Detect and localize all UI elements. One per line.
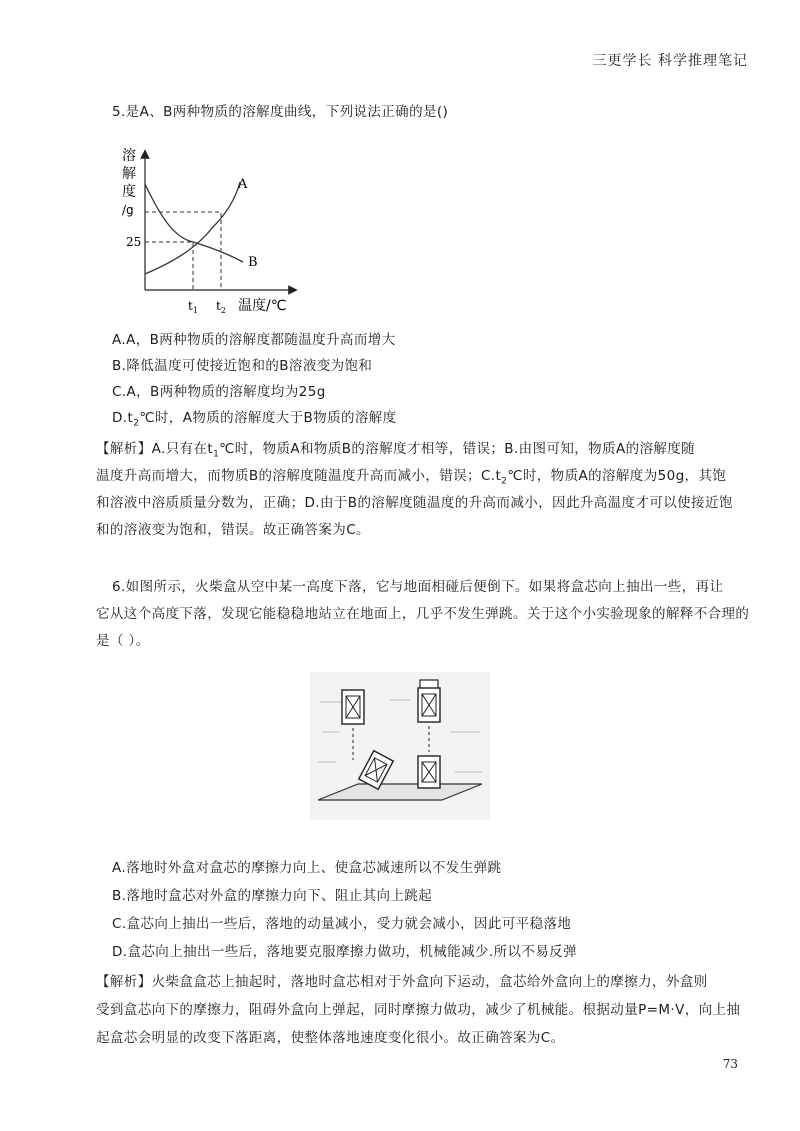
q6-stem-line-2: 它从这个高度下落，发现它能稳稳地站立在地面上，几乎不发生弹跳。关于这个小实验现象的解释不合理的	[96, 606, 750, 622]
series-a-label: A	[238, 177, 248, 192]
x-tick-t2: $t_2$	[216, 299, 226, 315]
page-number: 73	[722, 1057, 738, 1071]
q5-option-d: $D.t_2℃$时，A物质的溶解度大于B物质的溶解度	[112, 410, 397, 429]
q6-option-b: B.落地时盒芯对外盒的摩擦力向下、阻止其向上跳起	[112, 888, 433, 904]
x-tick-t1: $t_1$	[188, 299, 198, 315]
matchbox-figure	[310, 672, 490, 820]
matchbox-right-top-icon	[418, 680, 440, 722]
q5-analysis-line-2: 温度升高而增大，而物质B的溶解度随温度升高而减小，错误；$C.t_2℃$时，物质A的溶解度为50g，其饱	[96, 468, 727, 487]
q6-option-d: D.盒芯向上抽出一些后，落地要克服摩擦力做功，机械能减少.所以不易反弹	[112, 944, 577, 960]
q6-analysis-line-2: 受到盒芯向下的摩擦力，阻碍外盒向上弹起，同时摩擦力做功，减少了机械能。根据动量P=M·V，向上抽	[96, 1002, 741, 1018]
q6-option-c: C.盒芯向上抽出一些后，落地的动量减小，受力就会减小，因此可平稳落地	[112, 916, 572, 932]
q6-analysis-line-3: 起盒芯会明显的改变下落距离，使整体落地速度变化很小。故正确答案为C。	[96, 1030, 565, 1046]
matchbox-right-landed-icon	[418, 756, 440, 788]
y-axis-label-2: 解	[122, 166, 136, 182]
guide-t2	[145, 212, 221, 290]
y-axis-label-1: 溶	[122, 148, 136, 164]
series-b-label: B	[248, 255, 258, 270]
q6-stem-line-1: 6.如图所示，火柴盒从空中某一高度下落，它与地面相碰后便倒下。如果将盒芯向上抽出一些，再让	[112, 579, 724, 595]
q5-analysis-line-4: 和的溶液变为饱和，错误。故正确答案为C。	[96, 522, 370, 538]
page-header-title: 三更学长 科学推理笔记	[592, 53, 748, 69]
q5-analysis-line-3: 和溶液中溶质质量分数为，正确；D.由于B的溶解度随温度的升高而减小，因此升高温度才可以使接近饱	[96, 495, 733, 511]
q6-stem-line-3: 是（ ）。	[96, 633, 150, 649]
x-axis-label: 温度/℃	[238, 298, 287, 314]
q6-option-a: A.落地时外盒对盒芯的摩擦力向上、使盒芯减速所以不发生弹跳	[112, 860, 502, 876]
q5-stem: 5.是A、B两种物质的溶解度曲线，下列说法正确的是()	[112, 104, 449, 120]
series-b-curve	[145, 184, 243, 262]
q5-option-c: C.A，B两种物质的溶解度均为25g	[112, 384, 326, 400]
y-tick-25: 25	[126, 235, 142, 249]
solubility-chart	[118, 142, 318, 322]
y-axis-label-3: 度	[122, 184, 136, 200]
y-axis-label-4: /g	[122, 203, 134, 217]
q5-option-a: A.A，B两种物质的溶解度都随温度升高而增大	[112, 332, 396, 348]
q5-option-b: B.降低温度可使接近饱和的B溶液变为饱和	[112, 358, 373, 374]
q6-analysis-line-1: 【解析】火柴盒盒芯上抽起时，落地时盒芯相对于外盒向下运动，盒芯给外盒向上的摩擦力，外盒则	[96, 974, 708, 990]
q5-analysis-line-1: 【解析】A.只有在$t_1℃$时，物质A和物质B的溶解度才相等，错误；B.由图可知，物质A的溶解度随	[96, 441, 696, 460]
matchbox-left-top-icon	[342, 690, 364, 724]
guide-t1	[145, 242, 193, 290]
